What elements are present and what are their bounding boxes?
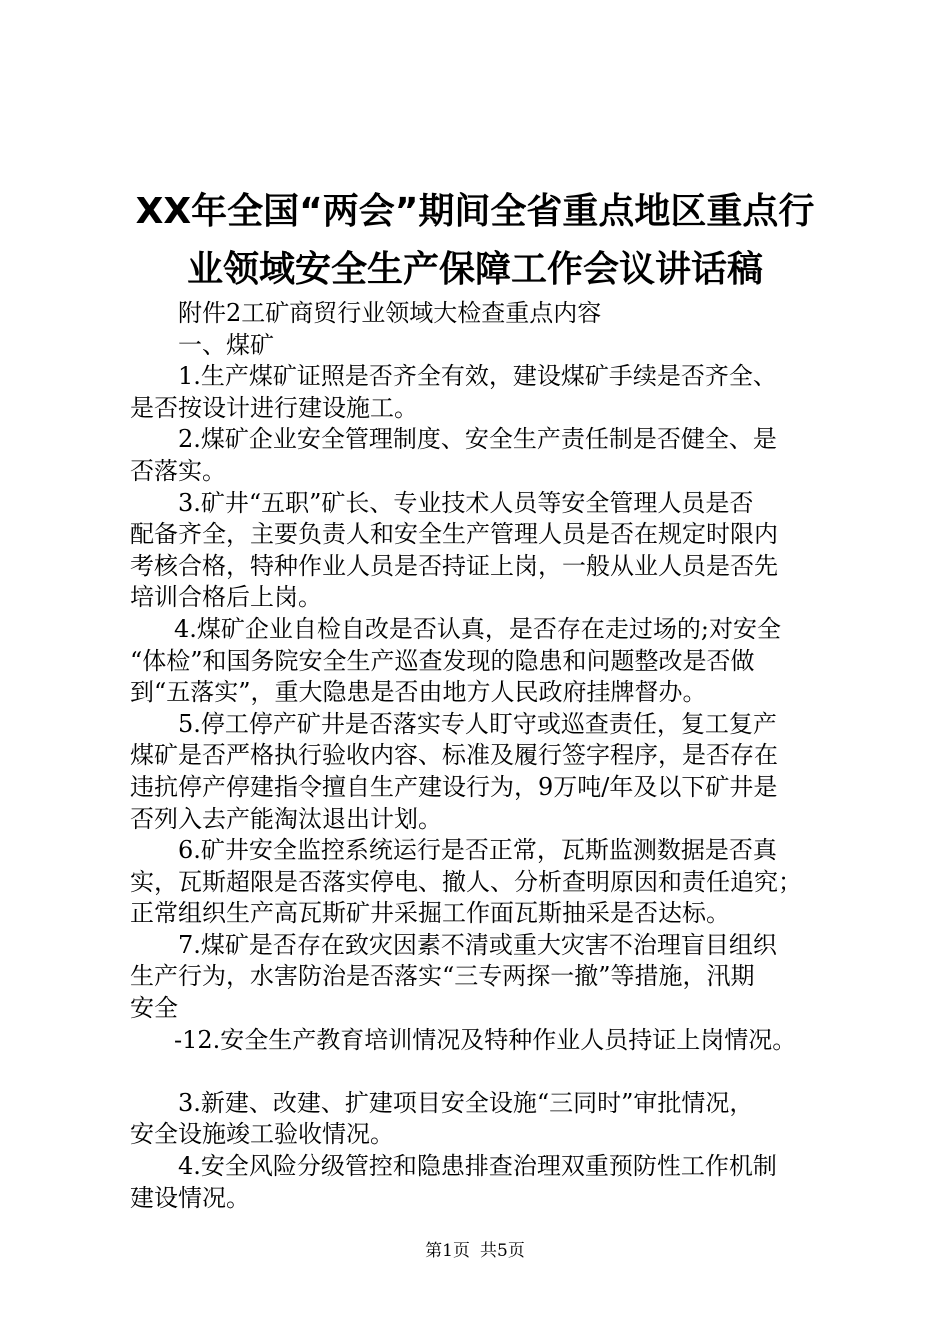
paragraph-line: 违抗停产停建指令擅自生产建设行为，9万吨/年及以下矿井是 — [130, 772, 778, 801]
paragraph-line: 3.新建、改建、扩建项目安全设施“三同时”审批情况， — [178, 1088, 754, 1117]
paragraph-line: 是否按设计进行建设施工。 — [130, 393, 418, 422]
paragraph-line: 安全设施竣工验收情况。 — [130, 1120, 394, 1149]
paragraph-line: 否落实。 — [130, 456, 226, 485]
page-footer — [0, 1240, 950, 1262]
page-number-current: 第1页 — [425, 1241, 470, 1261]
paragraph-line: 5.停工停产矿井是否落实专人盯守或巡查责任，复工复产 — [178, 709, 777, 738]
paragraph-line: 否列入去产能淘汰退出计划。 — [130, 804, 442, 833]
paragraph-line: 2.煤矿企业安全管理制度、安全生产责任制是否健全、是 — [178, 425, 777, 454]
page-number-total: 共5页 — [480, 1241, 525, 1261]
attachment-heading: 附件2工矿商贸行业领域大检查重点内容 — [178, 299, 602, 327]
section-heading-coal-mine: 一、煤矿 — [178, 330, 274, 359]
paragraph-line: 4.煤矿企业自检自改是否认真，是否存在走过场的;对安全 — [174, 614, 781, 643]
document-title-line-2: 业领域安全生产保障工作会议讲话稿 — [186, 249, 763, 290]
paragraph-line: 4.安全风险分级管控和隐患排查治理双重预防性工作机制 — [178, 1152, 777, 1181]
paragraph-line: 到“五落实”，重大隐患是否由地方人民政府挂牌督办。 — [130, 678, 707, 707]
paragraph-line: 煤矿是否严格执行验收内容、标准及履行签字程序，是否存在 — [130, 741, 778, 770]
paragraph-line: 建设情况。 — [130, 1183, 250, 1212]
paragraph-line: 7.煤矿是否存在致灾因素不清或重大灾害不治理盲目组织 — [178, 930, 777, 959]
document-title-line-1: XX年全国“两会”期间全省重点地区重点行 — [135, 191, 815, 232]
paragraph-line: 6.矿井安全监控系统运行是否正常，瓦斯监测数据是否真 — [178, 836, 777, 865]
paragraph-line: -12.安全生产教育培训情况及特种作业人员持证上岗情况。 — [174, 1025, 797, 1054]
paragraph-line: 3.矿井“五职”矿长、专业技术人员等安全管理人员是否 — [178, 488, 754, 517]
paragraph-line: 生产行为，水害防治是否落实“三专两探一撤”等措施，汛期 — [130, 962, 755, 991]
paragraph-line: 实，瓦斯超限是否落实停电、撤人、分析查明原因和责任追究； — [130, 867, 802, 896]
blank-line — [130, 1056, 850, 1088]
paragraph-line: “体检”和国务院安全生产巡查发现的隐患和问题整改是否做 — [130, 646, 755, 675]
paragraph-line: 正常组织生产高瓦斯矿井采掘工作面瓦斯抽采是否达标。 — [130, 899, 730, 928]
paragraph-line: 安全 — [130, 994, 178, 1023]
paragraph-line: 1.生产煤矿证照是否齐全有效，建设煤矿手续是否齐全、 — [178, 362, 777, 391]
document-body — [130, 298, 850, 1214]
paragraph-line: 配备齐全，主要负责人和安全生产管理人员是否在规定时限内 — [130, 520, 778, 549]
paragraph-line: 培训合格后上岗。 — [130, 583, 322, 612]
paragraph-line: 考核合格，特种作业人员是否持证上岗，一般从业人员是否先 — [130, 551, 778, 580]
